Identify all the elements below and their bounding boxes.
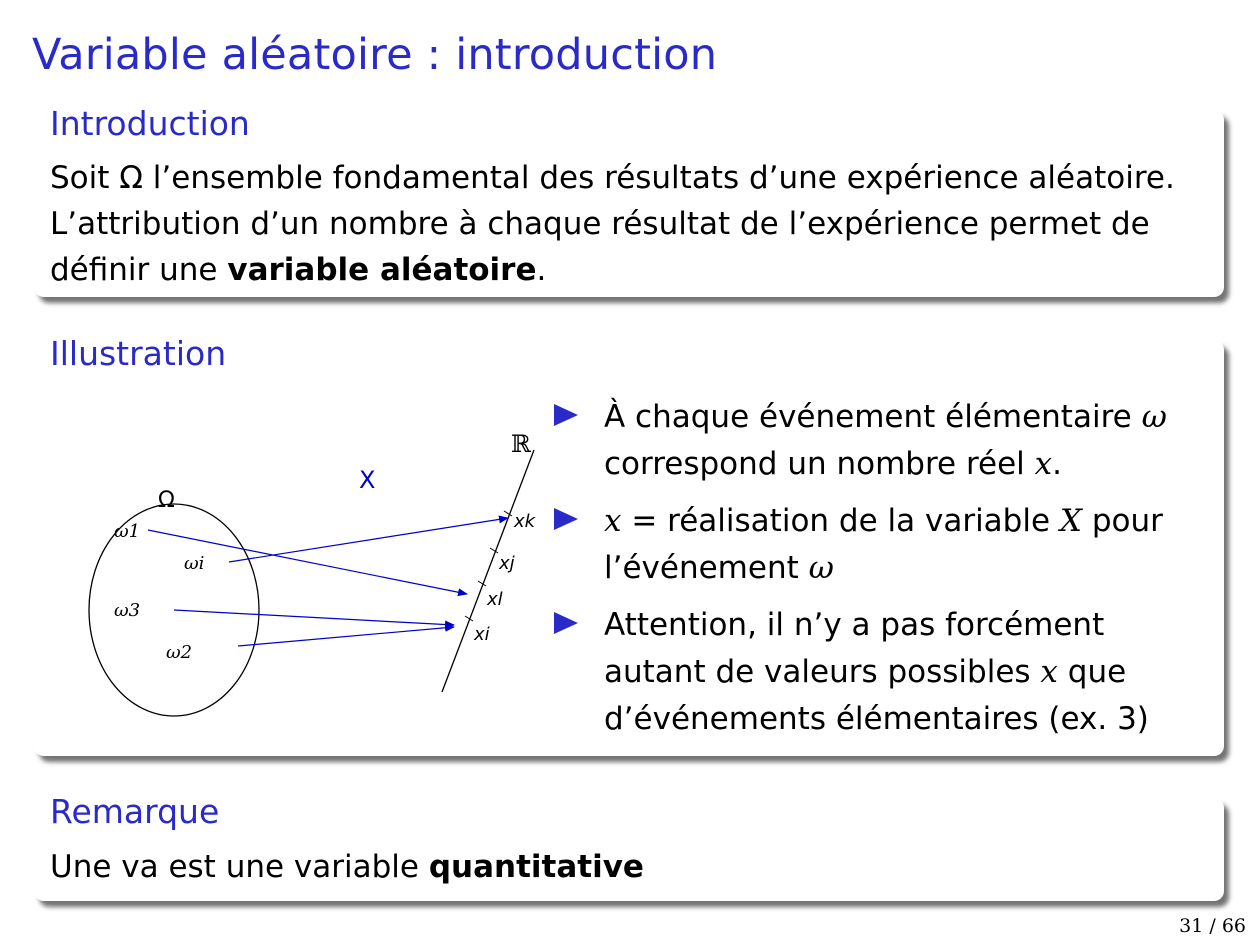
real-axis-label: ℝ	[511, 430, 531, 458]
illustration-title: Illustration	[50, 334, 227, 373]
bullet-text: À chaque événement élémentaire	[604, 399, 1142, 435]
element-omega-2: ω2	[166, 642, 193, 663]
bullet-text: .	[1052, 446, 1062, 482]
illustration-block	[34, 334, 1224, 756]
arrow-omega3-to-xi	[174, 610, 454, 625]
arrow-omega2-to-xi	[238, 627, 454, 646]
math-x: x	[1040, 654, 1058, 690]
introduction-text-end: .	[536, 252, 547, 288]
bullet-text: pour l’événement	[604, 503, 1163, 586]
introduction-block	[34, 104, 1224, 297]
element-omega-1: ω1	[114, 521, 141, 542]
bullet-text: Attention, il n’y a pas forcément autant de valeurs possibles	[604, 607, 1105, 690]
omega-set-label: Ω	[158, 488, 175, 513]
math-x: x	[1034, 446, 1053, 482]
element-omega-i: ωi	[184, 553, 205, 574]
introduction-bold-term: variable aléatoire	[227, 252, 537, 288]
bullet-item	[554, 394, 1214, 488]
math-X: X	[1059, 503, 1082, 539]
introduction-text-main: Soit Ω l’ensemble fondamental des résultats d’une expérience aléatoire. L’attribution d’un nombre à chaque résultat de l’expérience permet de définir une	[50, 160, 1175, 288]
mapping-diagram	[34, 340, 554, 756]
bullet-item	[554, 498, 1214, 592]
page-number: 31 / 66	[1179, 915, 1246, 937]
bullet-item	[554, 602, 1214, 743]
value-xj: xj	[499, 553, 515, 574]
bullet-text: = réalisation de la variable	[621, 503, 1060, 539]
bullet-text: correspond un nombre réel	[604, 446, 1035, 482]
value-xk: xk	[514, 511, 536, 532]
math-omega: ω	[1141, 399, 1167, 435]
remarque-block	[34, 792, 1224, 901]
illustration-bullet-list	[554, 394, 1214, 753]
element-omega-3: ω3	[114, 600, 141, 621]
remarque-title: Remarque	[50, 792, 220, 831]
math-omega: ω	[808, 550, 834, 586]
value-xi: xi	[474, 624, 490, 645]
slide-title: Variable aléatoire : introduction	[32, 30, 718, 80]
math-x: x	[604, 503, 622, 539]
remarque-text-main: Une va est une variable	[50, 849, 429, 885]
arrow-omegai-to-xk	[229, 518, 508, 562]
introduction-text	[50, 155, 1210, 293]
triangle-bullet-icon	[554, 612, 578, 634]
introduction-title: Introduction	[50, 104, 250, 143]
triangle-bullet-icon	[554, 404, 578, 426]
real-axis-line	[442, 450, 534, 692]
triangle-bullet-icon	[554, 508, 578, 530]
map-x-label: X	[359, 466, 376, 494]
remarque-bold-term: quantitative	[428, 849, 644, 885]
value-xl: xl	[487, 589, 503, 610]
bullet-text: que d’événements élémentaires (ex. 3)	[604, 654, 1149, 737]
remarque-text	[50, 844, 644, 890]
